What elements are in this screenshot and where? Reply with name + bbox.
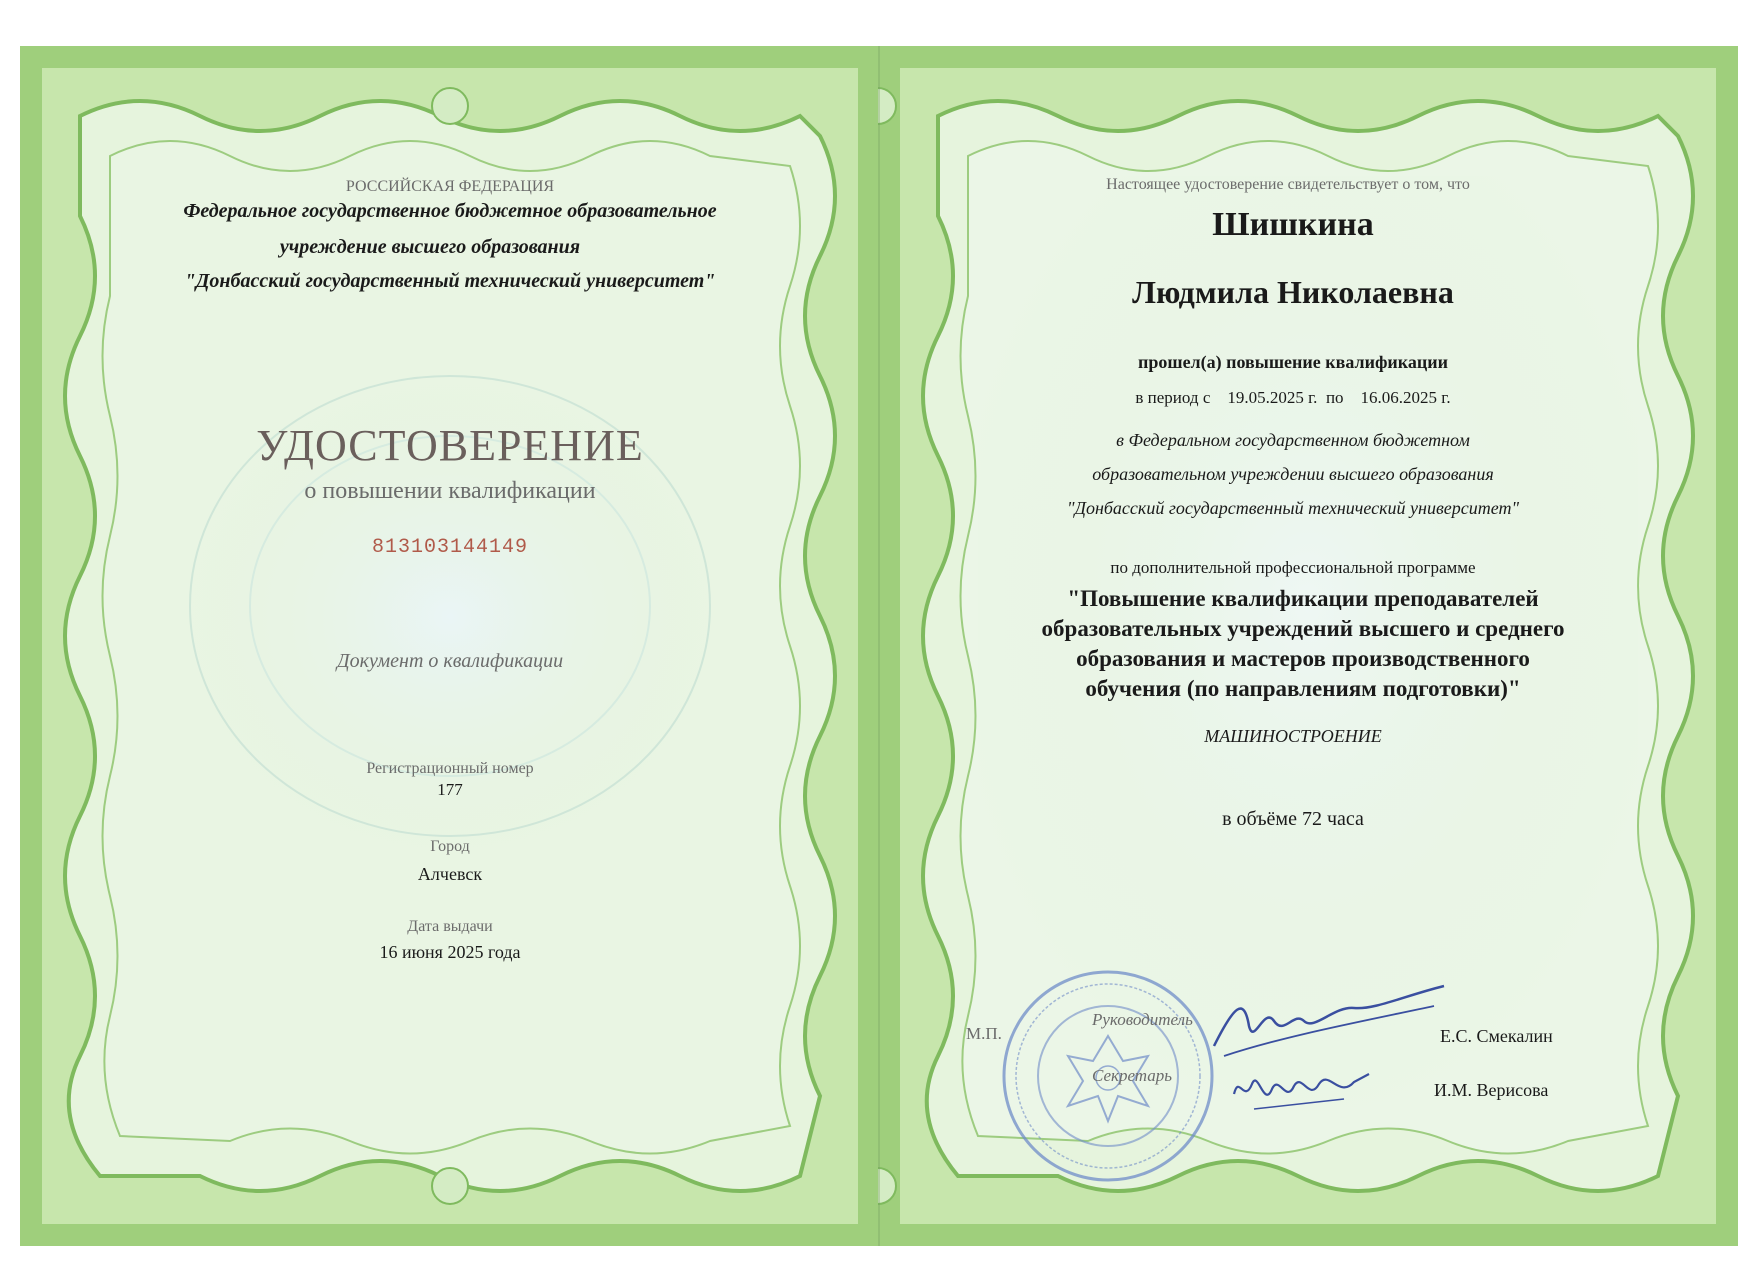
issue-date-label: Дата выдачи xyxy=(407,918,493,935)
page-fold xyxy=(878,46,880,1246)
passed-text: прошел(а) повышение квалификации xyxy=(1137,352,1449,372)
org-name-line2: учреждение высшего образования xyxy=(279,236,581,258)
period-to: 16.06.2025 г. xyxy=(1360,388,1451,407)
left-page xyxy=(20,46,880,1246)
document-subtitle: о повышении квалификации xyxy=(304,478,596,504)
head-role-label: Руководитель xyxy=(1092,1010,1193,1029)
program-line1: "Повышение квалификации преподавателей xyxy=(1067,586,1539,611)
institution-line2: образовательном учреждении высшего образования xyxy=(1092,464,1494,484)
head-name: Е.С. Смекалин xyxy=(1440,1026,1553,1046)
reg-number-label: Регистрационный номер xyxy=(366,760,534,777)
period-mid: по xyxy=(1325,388,1344,407)
city-value: Алчевск xyxy=(417,864,483,884)
period-from: 19.05.2025 г. xyxy=(1227,388,1318,407)
intro-text: Настоящее удостоверение свидетельствует о том, что xyxy=(1106,176,1470,193)
institution-line3: "Донбасский государственный технический университет" xyxy=(1066,498,1520,518)
document-type: Документ о квалификации xyxy=(336,650,564,672)
org-name-line1: Федеральное государственное бюджетное образовательное xyxy=(183,200,717,222)
country-label: РОССИЙСКАЯ ФЕДЕРАЦИЯ xyxy=(345,178,555,195)
program-line2: образовательных учреждений высшего и среднего xyxy=(1041,616,1565,641)
org-name-line3: "Донбасский государственный технический университет" xyxy=(184,270,716,292)
field-of-study: МАШИНОСТРОЕНИЕ xyxy=(1204,726,1382,746)
volume-hours: в объёме 72 часа xyxy=(1222,808,1364,830)
secretary-name: И.М. Верисова xyxy=(1434,1080,1549,1100)
period-prefix: в период с xyxy=(1135,388,1211,407)
program-intro: по дополнительной профессиональной программе xyxy=(1110,558,1476,577)
right-page xyxy=(878,46,1738,1246)
holder-name: Людмила Николаевна xyxy=(1132,274,1454,310)
guilloche-border xyxy=(20,46,880,1246)
certificate-sheet xyxy=(20,46,1738,1246)
issue-date-value: 16 июня 2025 года xyxy=(379,942,521,962)
program-line3: образования и мастеров производственного xyxy=(1076,646,1530,671)
serial-number: 813103144149 xyxy=(371,536,529,559)
holder-surname: Шишкина xyxy=(1212,206,1374,243)
document-title: УДОСТОВЕРЕНИЕ xyxy=(256,421,644,470)
city-label: Город xyxy=(430,838,470,855)
period-line xyxy=(878,388,1738,408)
reg-number-value: 177 xyxy=(437,780,463,799)
program-line4: обучения (по направлениям подготовки)" xyxy=(1085,676,1521,701)
seal-place-label: М.П. xyxy=(966,1024,1002,1043)
secretary-role-label: Секретарь xyxy=(1092,1066,1172,1085)
institution-line1: в Федеральном государственном бюджетном xyxy=(1116,430,1470,450)
secretary-signature xyxy=(1224,1054,1384,1124)
